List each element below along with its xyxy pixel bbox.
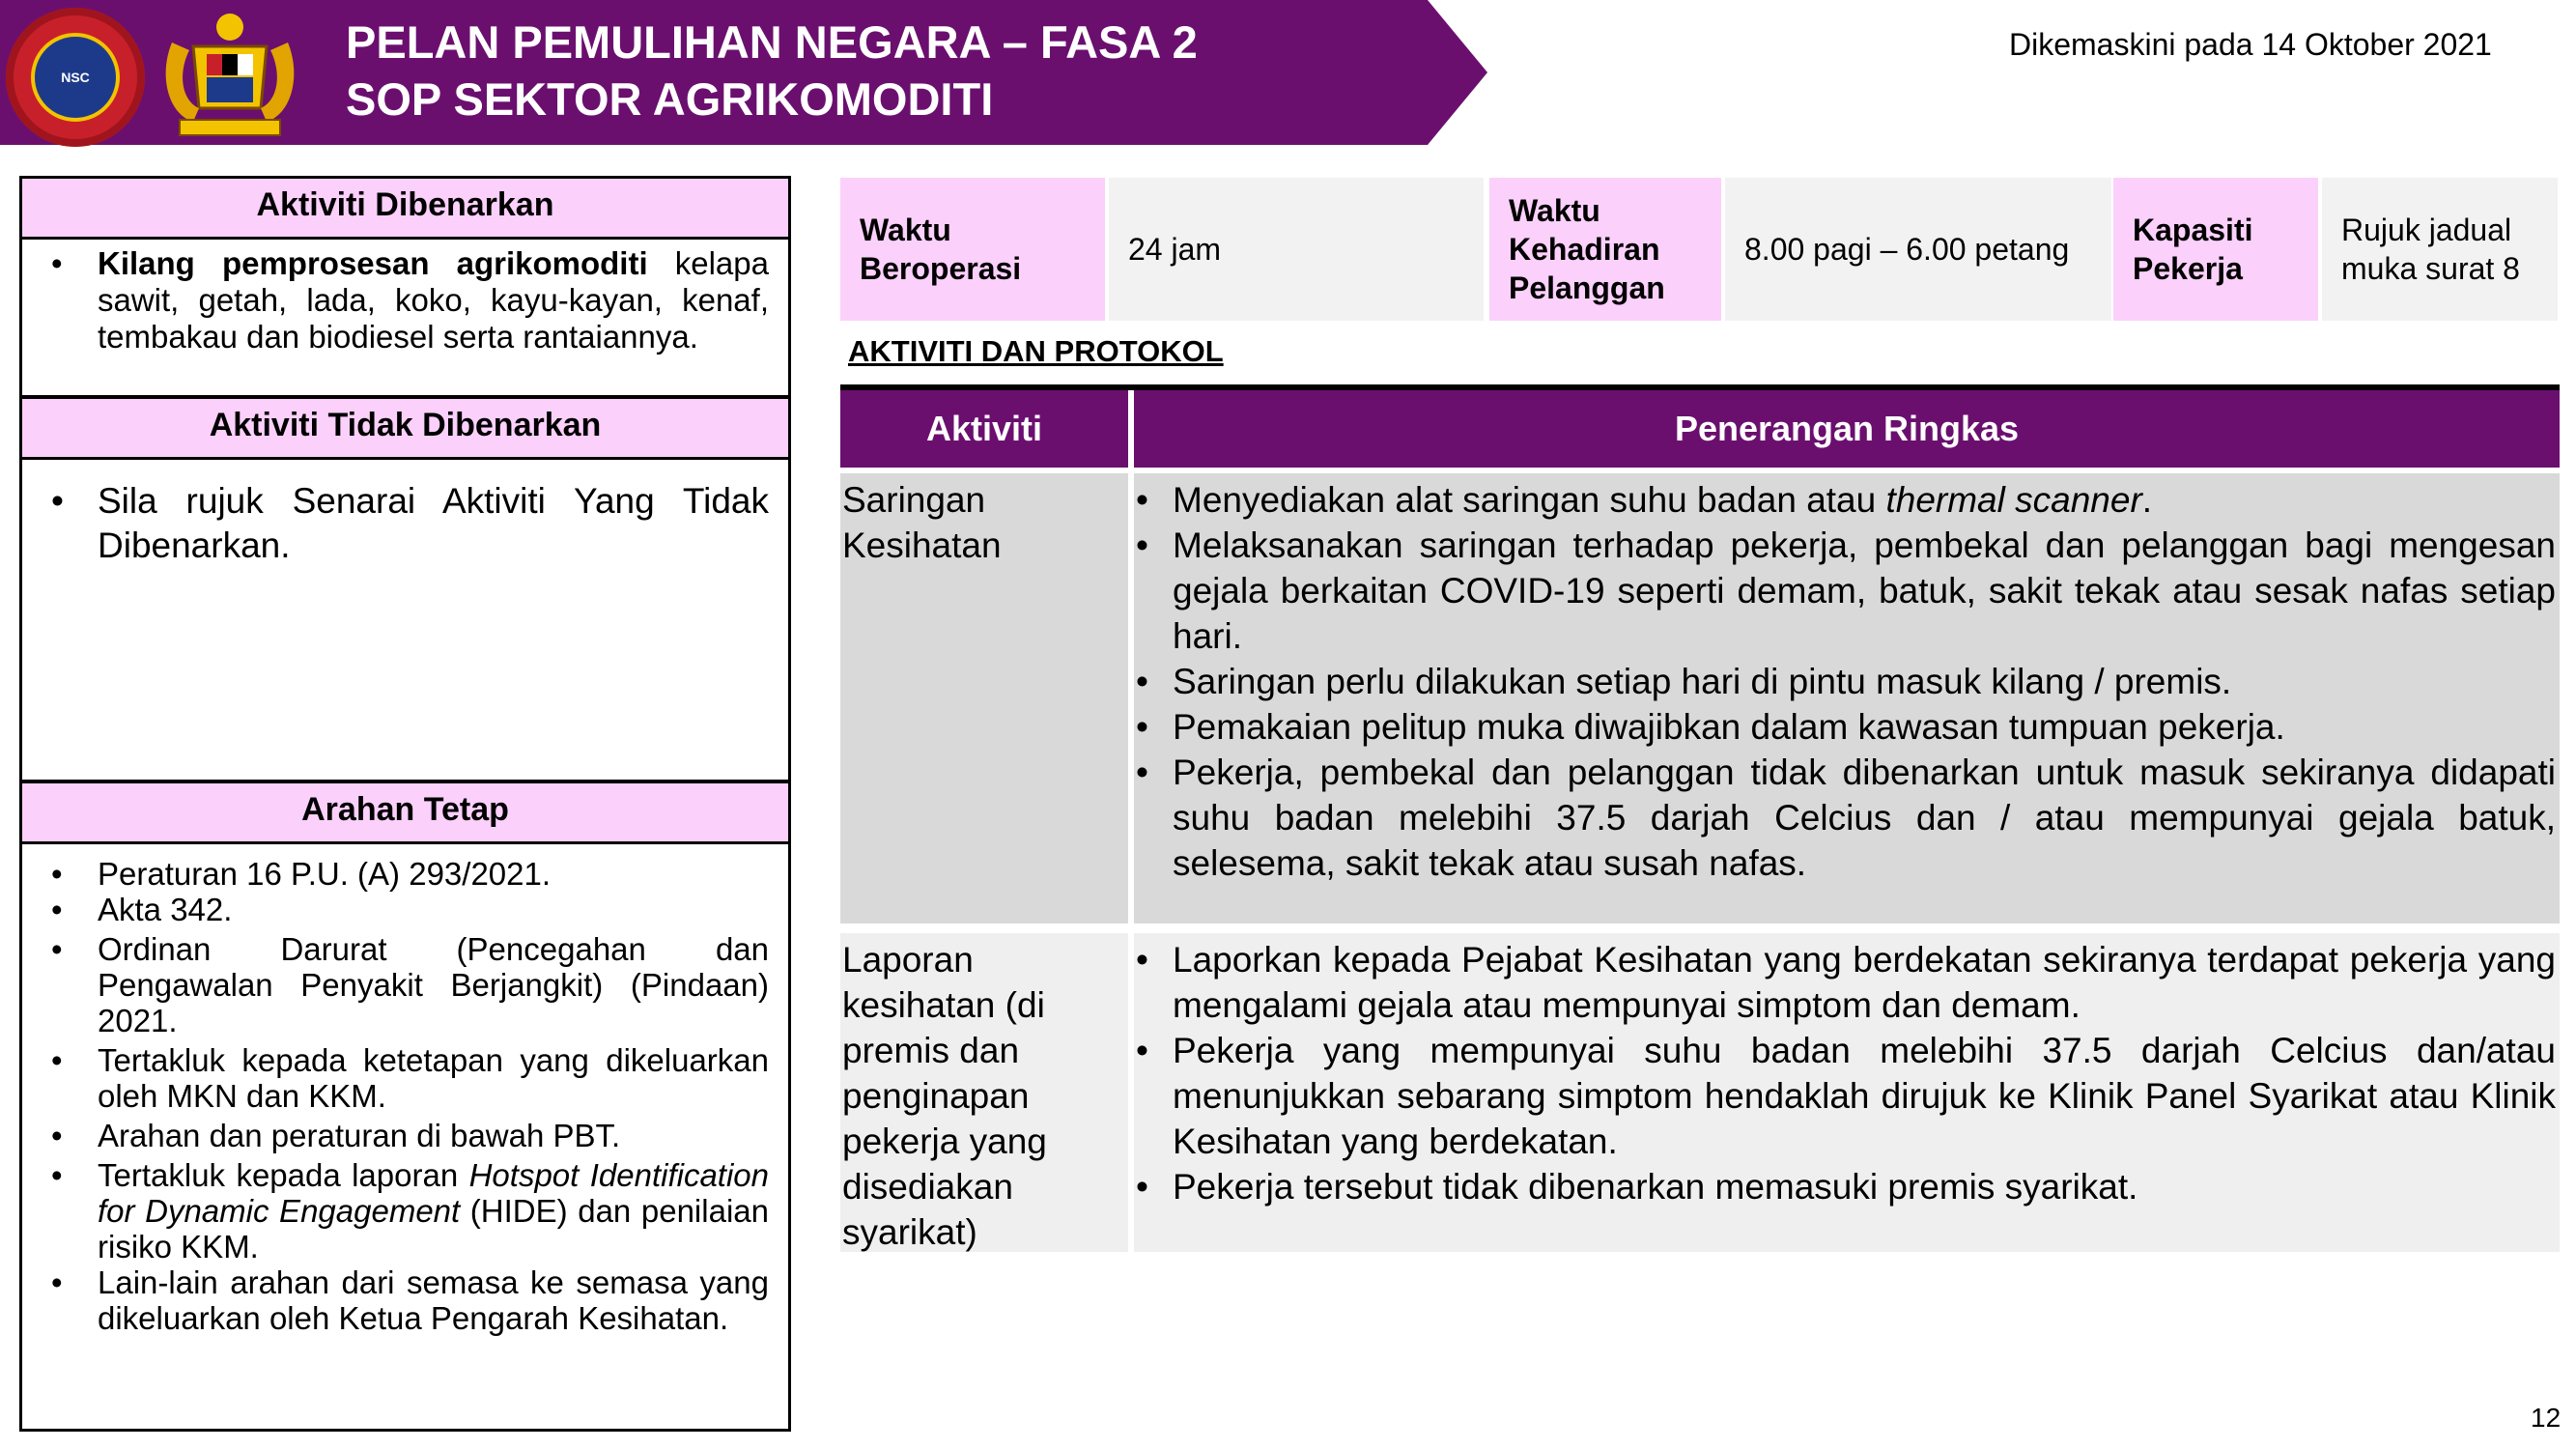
allowed-activities-body	[22, 240, 788, 355]
customer-hours-label: Waktu Kehadiran Pelanggan	[1489, 178, 1721, 321]
list-item: • Pekerja tersebut tidak dibenarkan memasuki premis syarikat.	[1134, 1164, 2556, 1209]
worker-capacity-value: Rujuk jadual muka surat 8	[2322, 178, 2558, 321]
title-line-1: PELAN PEMULIHAN NEGARA – FASA 2	[346, 16, 1198, 68]
hours-value: 24 jam	[1109, 178, 1484, 321]
allowed-activities-heading: Aktiviti Dibenarkan	[22, 179, 788, 240]
worker-capacity-label: Kapasiti Pekerja	[2113, 178, 2318, 321]
not-allowed-box	[19, 396, 791, 782]
page-number: 12	[2531, 1403, 2562, 1433]
hide-suffix: (HIDE) dan penilaian risiko KKM.	[98, 1193, 769, 1264]
screening-first-prefix: Menyediakan alat saringan suhu badan atau	[1173, 480, 1886, 520]
updated-date: Dikemaskini pada 14 Oktober 2021	[2009, 27, 2492, 62]
list-item	[1134, 477, 2556, 523]
customer-hours-value: 8.00 pagi – 6.00 petang	[1725, 178, 2111, 321]
list-item	[42, 245, 769, 355]
activity-cell-health-report: Laporan kesihatan (di premis dan penginapan pekerja yang disediakan syarikat)	[840, 933, 1128, 1252]
list-item: • Peraturan 16 P.U. (A) 293/2021.	[42, 856, 769, 892]
list-item: • Lain-lain arahan dari semasa ke semasa yang dikeluarkan oleh Ketua Pengarah Kesihatan.	[42, 1264, 769, 1336]
nsc-logo-text: NSC	[31, 33, 120, 122]
standing-orders-box	[19, 781, 791, 1432]
list-item: • Akta 342.	[42, 892, 769, 927]
protocol-heading: AKTIVITI DAN PROTOKOL	[848, 334, 1224, 368]
allowed-activities-box	[19, 176, 791, 398]
activity-cell-screening: Saringan Kesihatan	[840, 473, 1128, 923]
hours-label: Waktu Beroperasi	[840, 178, 1105, 321]
column-header-activity: Aktiviti	[840, 390, 1128, 468]
list-item: • Pekerja, pembekal dan pelanggan tidak dibenarkan untuk masuk sekiranya didapati suhu badan melebihi 37.5 darjah Celcius dan / atau mempunyai gejala batuk, selesema, sakit tekak atau susah nafas.	[1134, 750, 2556, 886]
title-line-2: SOP SEKTOR AGRIKOMODITI	[346, 73, 994, 125]
not-allowed-body	[22, 460, 788, 568]
allowed-item-rest: kelapa sawit, getah, lada, koko, kayu-kayan, kenaf, tembakau dan biodiesel serta rantaiannya.	[98, 245, 769, 355]
screening-first-italic: thermal scanner	[1885, 480, 2142, 520]
standing-orders-body	[22, 844, 788, 1336]
coat-of-arms-logo	[155, 8, 305, 143]
page-title	[346, 14, 1198, 128]
hide-italic: Hotspot Identification for Dynamic Engagement	[98, 1157, 770, 1229]
nsc-logo	[6, 8, 145, 147]
list-item: • Pemakaian pelitup muka diwajibkan dalam kawasan tumpuan pekerja.	[1134, 704, 2556, 750]
list-item: • Melaksanakan saringan terhadap pekerja, pembekal dan pelanggan bagi mengesan gejala berkaitan COVID-19 seperti demam, batuk, sakit tekak atau sesak nafas setiap hari.	[1134, 523, 2556, 659]
list-item: • Ordinan Darurat (Pencegahan dan Pengawalan Penyakit Berjangkit) (Pindaan) 2021.	[42, 931, 769, 1038]
not-allowed-heading: Aktiviti Tidak Dibenarkan	[22, 399, 788, 460]
allowed-item-bold: Kilang pemprosesan agrikomoditi	[98, 245, 648, 281]
hide-prefix: Tertakluk kepada laporan	[98, 1157, 469, 1193]
screening-first-suffix: .	[2141, 480, 2153, 520]
list-item: • Sila rujuk Senarai Aktiviti Yang Tidak Dibenarkan.	[42, 479, 769, 568]
description-cell-screening	[1134, 473, 2560, 923]
list-item	[42, 1157, 769, 1264]
standing-orders-heading: Arahan Tetap	[22, 783, 788, 844]
column-header-description: Penerangan Ringkas	[1134, 390, 2560, 468]
list-item: • Arahan dan peraturan di bawah PBT.	[42, 1118, 769, 1153]
list-item: • Tertakluk kepada ketetapan yang dikeluarkan oleh MKN dan KKM.	[42, 1042, 769, 1114]
list-item: • Saringan perlu dilakukan setiap hari di pintu masuk kilang / premis.	[1134, 659, 2556, 704]
list-item: • Laporkan kepada Pejabat Kesihatan yang berdekatan sekiranya terdapat pekerja yang mengalami gejala atau mempunyai simptom dan demam.	[1134, 937, 2556, 1028]
list-item: • Pekerja yang mempunyai suhu badan melebihi 37.5 darjah Celcius dan/atau menunjukkan sebarang simptom hendaklah dirujuk ke Klinik Panel Syarikat atau Klinik Kesihatan yang berdekatan.	[1134, 1028, 2556, 1164]
description-cell-health-report	[1134, 933, 2560, 1252]
